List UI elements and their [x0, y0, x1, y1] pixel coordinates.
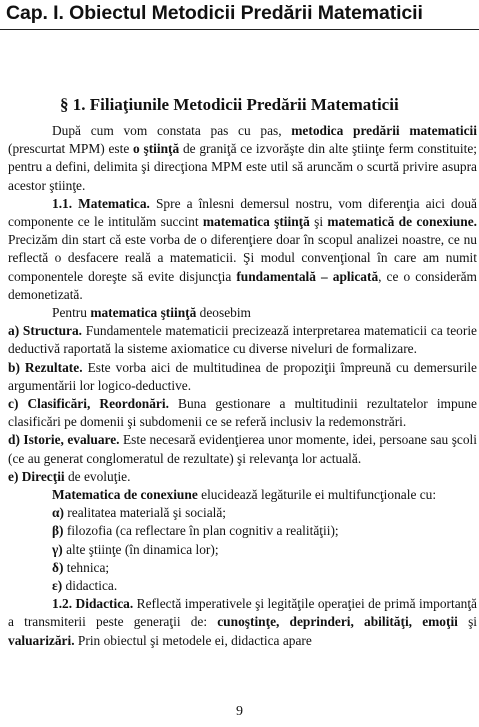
- item-heading: c) Clasificări, Reordonări.: [8, 396, 169, 412]
- paragraph-c-clasificari: [8, 395, 477, 431]
- item-heading: b) Rezultate.: [8, 359, 83, 375]
- list-text: didactica.: [62, 578, 118, 594]
- bold-span: valuarizări.: [8, 632, 75, 648]
- text-span: de evoluţie.: [64, 468, 131, 484]
- paragraph-a-structura: [8, 322, 477, 358]
- list-text: alte ştiinţe (în dinamica lor);: [62, 541, 219, 557]
- paragraph-1-2-didactica: [8, 595, 477, 650]
- text-span: şi: [309, 214, 328, 230]
- item-heading: e) Direcţii: [8, 468, 65, 484]
- bold-span: matematică de conexiune.: [327, 214, 477, 230]
- text-span: Buna gestionare a multitudinii rezultatelor impune clasificări pe domenii şi subdomenii ce se referă inclusiv la redemonstrări.: [8, 396, 477, 430]
- paragraph-intro: [8, 122, 477, 195]
- list-item: [8, 577, 477, 595]
- text-span: Spre a înlesni demersul nostru, vom diferenţia aici două componente ce le intitulăm succint: [8, 195, 477, 230]
- bold-span: o ştiinţă: [133, 141, 180, 157]
- text-span: Este necesară evidenţierea unor momente, idei, persoane sau şcoli (ce au generat conglomeratul de rezultate) şi relevanţa lor actuală.: [8, 432, 477, 466]
- bold-span: Matematica de conexiune: [52, 487, 198, 503]
- paragraph-e-directii: [8, 468, 477, 486]
- paragraph-d-istorie: [8, 431, 477, 467]
- text-span: şi: [457, 614, 478, 630]
- list-marker: γ): [52, 541, 63, 557]
- text-span: Precizăm din start că este vorba de o diferenţiere doar în scopul analizei noastre, ce nu reflectă o desfacere reală a matematicii. Şi modul convenţional în care am numit componentele doreşte să evite disjuncţia: [8, 232, 477, 284]
- list-item: [8, 522, 477, 540]
- body-text: [8, 122, 477, 650]
- paragraph-conexiune: [8, 486, 477, 504]
- text-span: Reflectă imperativele şi legităţile operaţiei de primă importanţă a transmiterii peste generaţii de:: [8, 596, 477, 630]
- text-span: Este vorba aici de multitudinea de propoziţii împreună cu demersurile argumentării lor logico-deductive.: [8, 359, 477, 393]
- list-item: [8, 504, 477, 522]
- text-span: de graniţă ce izvorăşte din alte ştiinţe ferm constituite; pentru a defini, delimita şi direcţiona MPM este util să aruncăm o scurtă privire asupra acestor ştiinţe.: [8, 141, 477, 193]
- page-number: 9: [236, 704, 243, 719]
- text-span: , ce o considerăm demonetizată.: [8, 268, 477, 302]
- list-item: [8, 559, 477, 577]
- chapter-title: Cap. I. Obiectul Metodicii Predării Matematicii: [6, 2, 423, 24]
- list-text: realitatea materială şi socială;: [63, 505, 227, 521]
- text-span: Fundamentele matematicii precizează interpretarea matematicii ca teorie deductivă raportată la sisteme axiomatice cu diverse niveluri de formalizare.: [8, 323, 477, 357]
- text-span: deosebim: [196, 305, 251, 321]
- list-item: [8, 541, 477, 559]
- text-span: (prescurtat MPM) este: [8, 141, 134, 157]
- subsection-heading: 1.1. Matematica.: [52, 195, 150, 211]
- paragraph-1-1-matematica: [8, 195, 477, 304]
- section-title: § 1. Filiaţiunile Metodicii Predării Matematicii: [60, 95, 399, 114]
- text-span: Prin obiectul şi metodele ei, didactica apare: [74, 632, 312, 648]
- item-heading: d) Istorie, evaluare.: [8, 432, 120, 448]
- list-marker: β): [52, 523, 64, 539]
- bold-span: matematica ştiinţă: [90, 305, 197, 321]
- text-span: După cum vom constata pas cu pas,: [52, 123, 292, 138]
- list-marker: ε): [52, 578, 63, 594]
- bold-span: cunoştinţe, deprinderi, abilităţi, emoţii: [217, 614, 458, 630]
- bold-span: fundamentală – aplicată: [236, 268, 379, 284]
- paragraph-pentru: [8, 304, 477, 322]
- bold-span: matematica ştiinţă: [202, 214, 310, 230]
- list-text: filozofia (ca reflectare în plan cognitiv a realităţii);: [63, 523, 339, 539]
- bold-span: metodica predării matematicii: [291, 123, 477, 138]
- text-span: elucidează legăturile ei multifuncţionale cu:: [197, 487, 437, 503]
- subsection-heading: 1.2. Didactica.: [52, 596, 134, 612]
- paragraph-b-rezultate: [8, 359, 477, 395]
- list-text: tehnica;: [63, 559, 110, 575]
- list-marker: δ): [52, 559, 64, 575]
- item-heading: a) Structura.: [8, 323, 83, 339]
- chapter-underline: [0, 29, 479, 30]
- text-span: Pentru: [52, 305, 91, 321]
- list-marker: α): [52, 505, 64, 521]
